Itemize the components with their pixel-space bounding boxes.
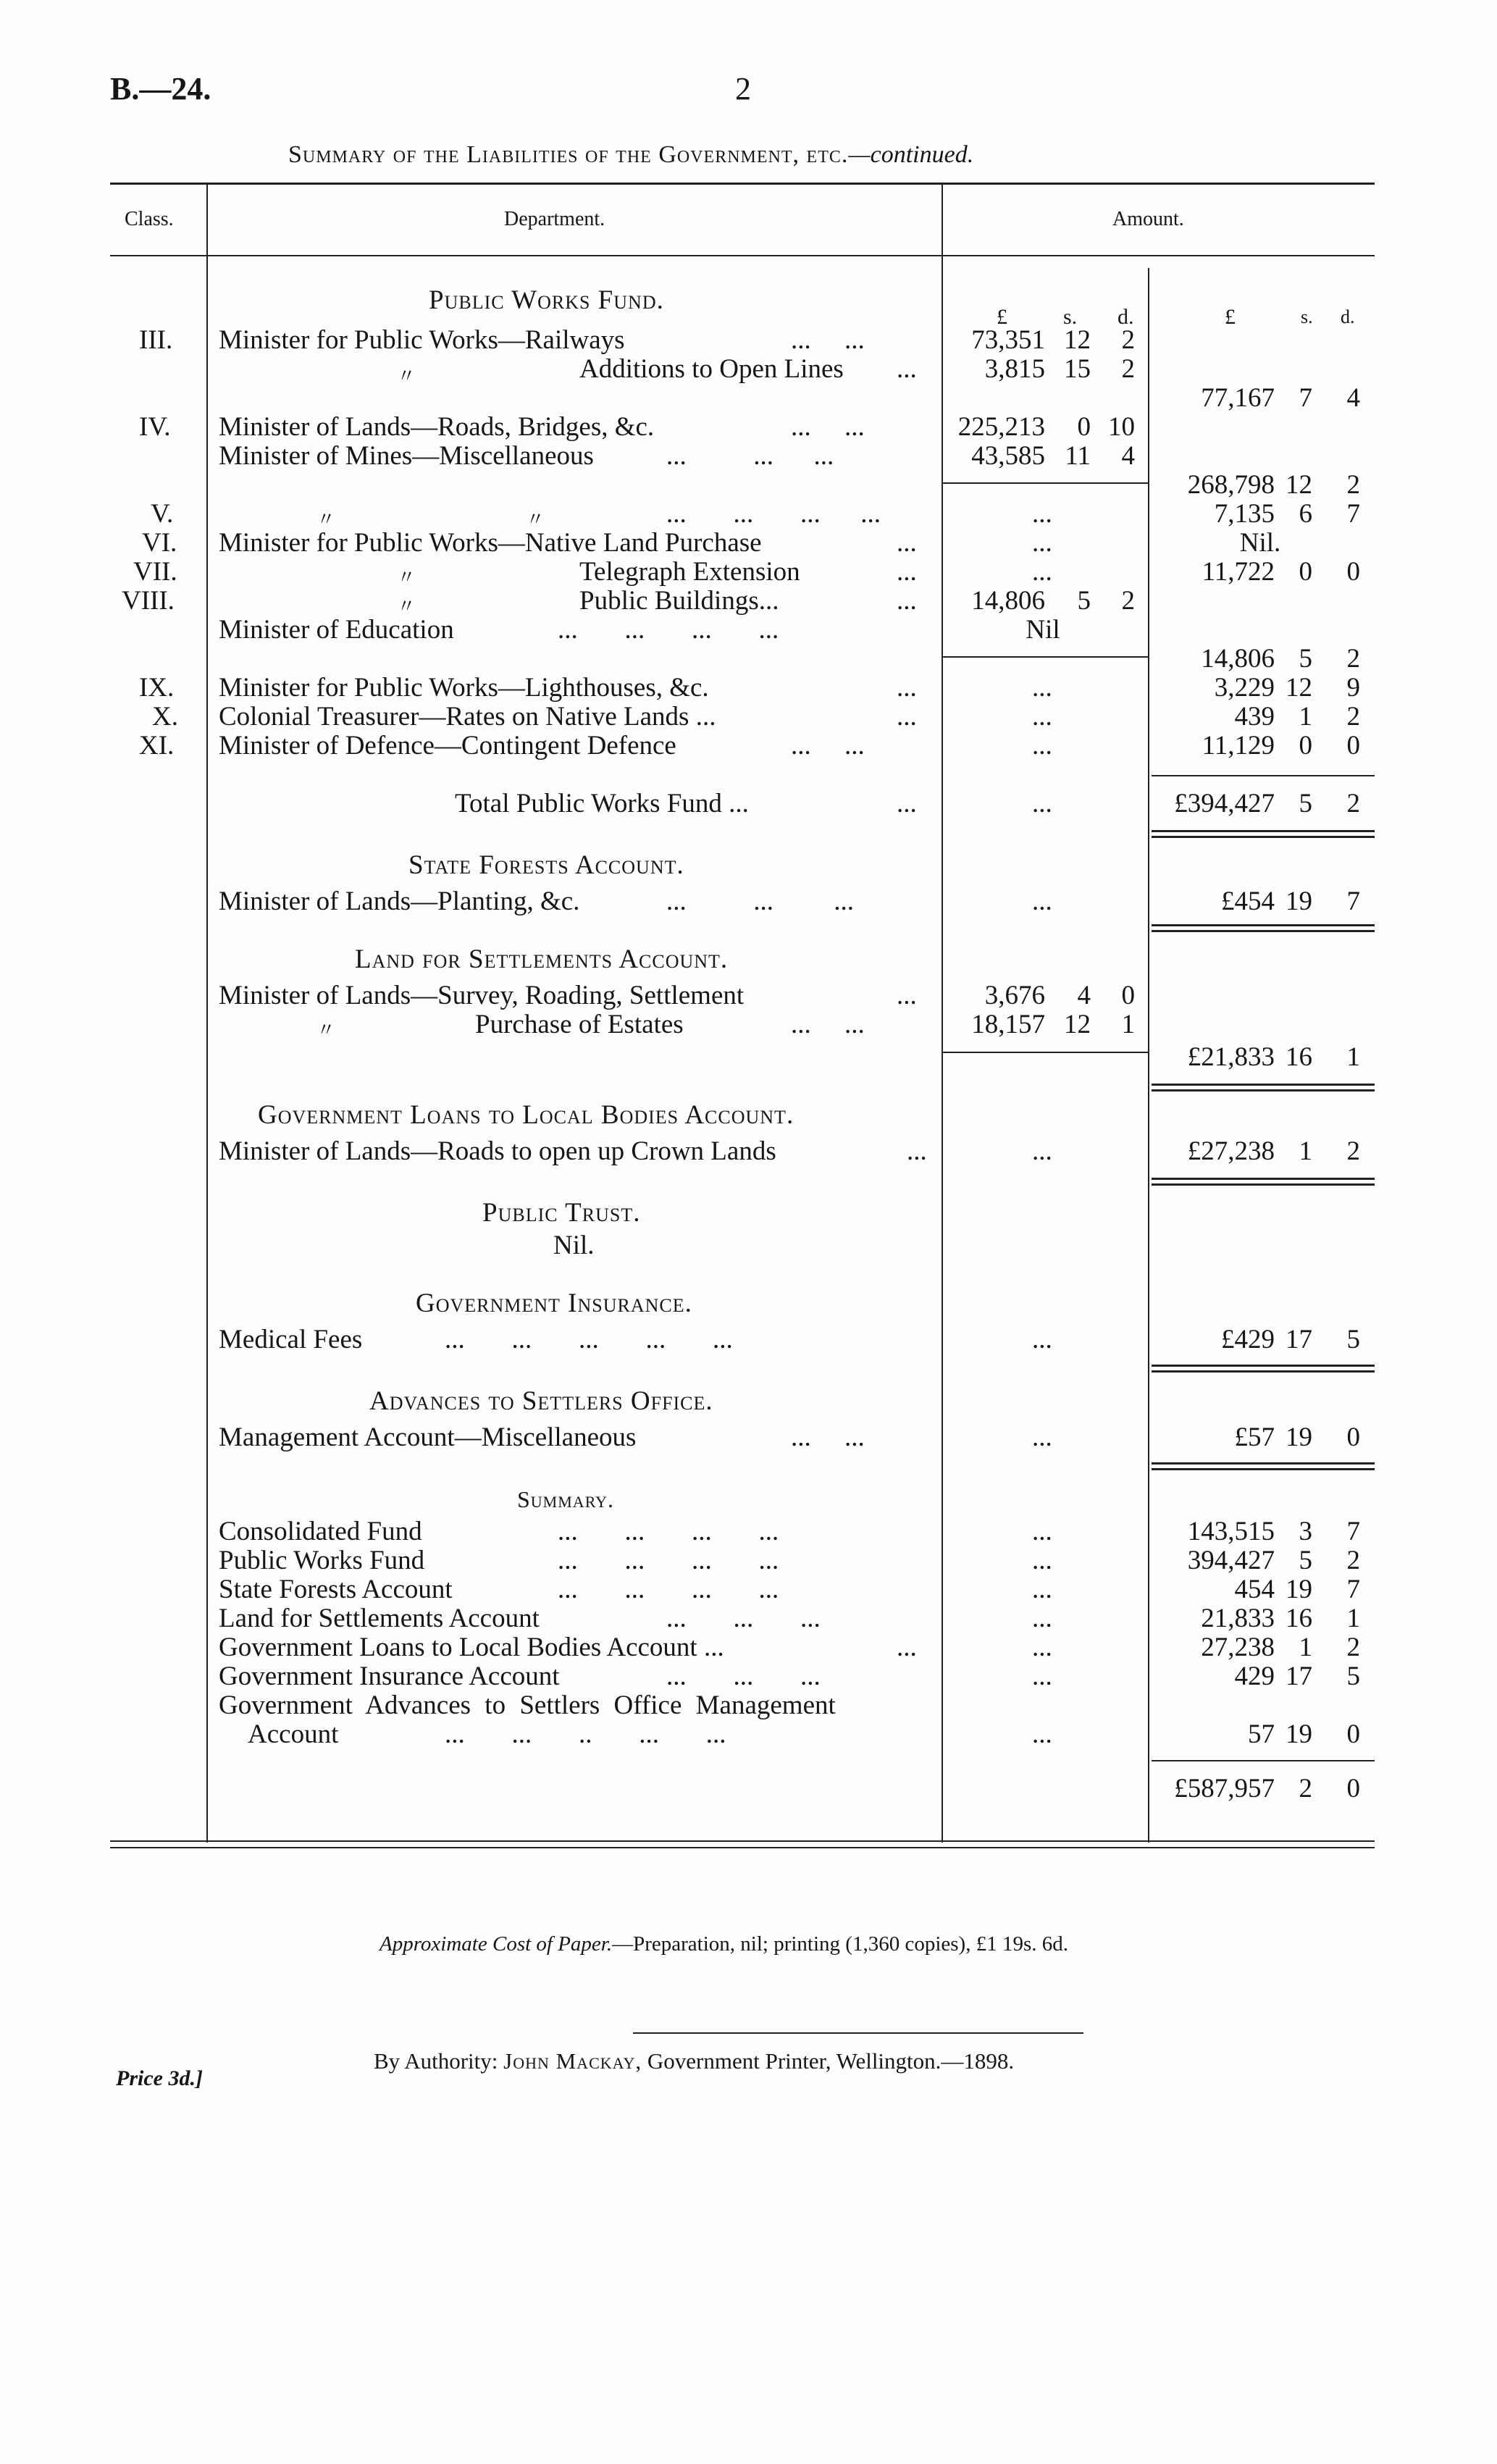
total-shillings: 17 <box>1286 1325 1312 1354</box>
items-pound-header: £ <box>997 305 1007 329</box>
dept-label: Minister for Public Works—Native Land Purchase <box>219 528 762 558</box>
total-pence: 7 <box>1346 887 1360 916</box>
summary-pounds: 454 <box>1234 1575 1275 1604</box>
summary-label: Government Loans to Local Bodies Account ... <box>219 1633 724 1662</box>
double-rule <box>1152 924 1375 926</box>
summary-label: Government Advances to Settlers Office Management <box>219 1690 836 1720</box>
total-pence: 2 <box>1346 1136 1360 1166</box>
leader-dots: ... <box>1032 1136 1052 1166</box>
total-pence: 5 <box>1346 1325 1360 1354</box>
section-heading-state-forests: State Forests Account. <box>408 850 684 880</box>
dept-label: Total Public Works Fund ... <box>455 789 749 818</box>
leader-dots: ... ... ... <box>666 887 854 916</box>
total-shillings: 6 <box>1299 499 1312 529</box>
leader-dots: ... ... .. ... ... <box>445 1719 726 1749</box>
double-rule <box>1152 1468 1375 1470</box>
dept-label: Minister of Lands—Survey, Roading, Settlement <box>219 981 745 1010</box>
dept-label: Purchase of Estates <box>475 1010 684 1039</box>
leader-dots: ... <box>1032 1661 1052 1691</box>
totals-shilling-header: s. <box>1301 306 1313 327</box>
leader-dots: ... ... ... ... <box>558 1546 779 1575</box>
printer-authority <box>374 2048 1014 2074</box>
class-label: V. <box>151 499 174 529</box>
class-label: XI. <box>139 731 175 760</box>
total-pounds: 268,798 <box>1187 470 1275 500</box>
cost-of-paper-note <box>380 1932 1068 1956</box>
double-rule <box>1152 1462 1375 1464</box>
double-rule <box>1152 1084 1375 1086</box>
ditto-mark: 〃 <box>397 567 416 588</box>
double-rule <box>1152 1365 1375 1367</box>
summary-shillings: 5 <box>1299 1546 1312 1575</box>
class-label: X. <box>152 702 178 732</box>
item-pence: 1 <box>1121 1010 1135 1039</box>
summary-shillings: 19 <box>1286 1719 1312 1749</box>
authority-pre: By Authority: <box>374 2048 498 2074</box>
dept-label: Colonial Treasurer—Rates on Native Lands ... <box>219 702 716 732</box>
item-pounds: 14,806 <box>971 586 1045 616</box>
summary-label: Land for Settlements Account <box>219 1604 540 1633</box>
leader-dots: ... ... ... ... <box>666 499 881 529</box>
section-heading-gov-loans: Government Loans to Local Bodies Account. <box>258 1100 794 1130</box>
leader-dots: ... <box>1032 1422 1052 1452</box>
summary-shillings: 17 <box>1286 1661 1312 1691</box>
item-pounds: 73,351 <box>971 325 1045 355</box>
leader-dots: ... ... ... ... <box>558 1517 779 1546</box>
summary-pence: 5 <box>1346 1661 1360 1691</box>
title-main: Summary of the Liabilities of the Government, etc. <box>288 141 849 168</box>
total-shillings: 1 <box>1299 1136 1312 1166</box>
summary-pence: 7 <box>1346 1517 1360 1546</box>
dept-label: Minister for Public Works—Railways <box>219 325 625 355</box>
leader-dots: ... <box>897 354 917 384</box>
item-shillings: 0 <box>1077 412 1091 442</box>
leader-dots: ... ... ... ... <box>558 615 779 645</box>
public-trust-nil: Nil. <box>553 1231 595 1260</box>
total-pounds: 3,229 <box>1214 673 1275 703</box>
col-header-class: Class. <box>125 208 174 230</box>
leader-dots: ... <box>1032 731 1052 760</box>
amount-col-divider-header-gap <box>942 255 943 262</box>
page-number: 2 <box>735 71 751 106</box>
total-pence: 4 <box>1346 383 1360 413</box>
total-pounds: £57 <box>1234 1422 1275 1452</box>
leader-dots: ... ... <box>791 1422 865 1452</box>
class-label: IX. <box>139 673 175 703</box>
ditto-mark: 〃 <box>316 509 336 530</box>
summary-shillings: 1 <box>1299 1633 1312 1662</box>
item-shillings: 12 <box>1064 325 1091 355</box>
col-header-department: Department. <box>504 208 605 230</box>
summary-shillings: 16 <box>1286 1604 1312 1633</box>
leader-dots: ... <box>897 981 917 1010</box>
total-pence: 2 <box>1346 789 1360 818</box>
totals-pence-header: d. <box>1341 306 1355 327</box>
total-shillings: 5 <box>1299 789 1312 818</box>
summary-pounds: 57 <box>1248 1719 1275 1749</box>
leader-dots: ... ... <box>791 1010 865 1039</box>
total-rule <box>1152 1760 1375 1761</box>
leader-dots: ... <box>907 1136 927 1166</box>
leader-dots: ... <box>897 702 917 732</box>
total-shillings: 5 <box>1299 644 1312 674</box>
leader-dots: ... <box>1032 887 1052 916</box>
ditto-mark: 〃 <box>397 366 416 387</box>
leader-dots: ... ... <box>791 412 865 442</box>
item-pounds: 43,585 <box>971 441 1045 471</box>
total-pence: 0 <box>1346 1422 1360 1452</box>
double-rule <box>1152 1370 1375 1373</box>
section-heading-summary: Summary. <box>517 1486 615 1512</box>
items-col-divider <box>1148 268 1149 1843</box>
col-header-amount: Amount. <box>1112 208 1184 230</box>
summary-pence: 1 <box>1346 1604 1360 1633</box>
item-shillings: 15 <box>1064 354 1091 384</box>
leader-dots: ... <box>897 789 917 818</box>
subtotal-rule <box>943 482 1148 484</box>
leader-dots: ... ... ... <box>666 1604 821 1633</box>
summary-pence: 2 <box>1346 1546 1360 1575</box>
dept-label: Public Buildings... <box>579 586 779 616</box>
total-pounds: 7,135 <box>1214 499 1275 529</box>
total-nil: Nil. <box>1239 528 1281 558</box>
total-shillings: 16 <box>1286 1042 1312 1072</box>
total-pounds: 77,167 <box>1201 383 1275 413</box>
dept-label: Telegraph Extension <box>579 557 800 587</box>
leader-dots: ... ... ... <box>666 441 834 471</box>
class-label: VII. <box>133 557 177 587</box>
footer-rule <box>633 2032 1083 2034</box>
leader-dots: ... <box>1032 1546 1052 1575</box>
item-pounds: 3,676 <box>984 981 1045 1010</box>
dept-label: Management Account—Miscellaneous <box>219 1422 637 1452</box>
class-label: III. <box>139 325 173 355</box>
total-pence: 2 <box>1346 702 1360 732</box>
item-nil: Nil <box>1026 615 1060 645</box>
dept-label: Minister for Public Works—Lighthouses, &c. <box>219 673 709 703</box>
item-pence: 4 <box>1121 441 1135 471</box>
total-rule <box>1152 775 1375 776</box>
item-pence: 2 <box>1121 586 1135 616</box>
grand-total-shillings: 2 <box>1299 1774 1312 1803</box>
page-title <box>288 141 973 169</box>
summary-label: Public Works Fund <box>219 1546 425 1575</box>
total-shillings: 12 <box>1286 470 1312 500</box>
dept-label: Minister of Defence—Contingent Defence <box>219 731 676 760</box>
header-bottom-rule <box>110 255 1375 256</box>
leader-dots: ... <box>1032 1633 1052 1662</box>
summary-pounds: 429 <box>1234 1661 1275 1691</box>
total-shillings: 12 <box>1286 673 1312 703</box>
summary-label: State Forests Account <box>219 1575 453 1604</box>
leader-dots: ... <box>1032 789 1052 818</box>
ditto-mark: 〃 <box>397 596 416 617</box>
total-pounds: £394,427 <box>1174 789 1275 818</box>
double-rule <box>1152 930 1375 932</box>
total-shillings: 0 <box>1299 557 1312 587</box>
double-rule <box>1152 836 1375 838</box>
leader-dots: ... <box>1032 1325 1052 1354</box>
double-rule <box>1152 1178 1375 1180</box>
total-pence: 2 <box>1346 644 1360 674</box>
total-pounds: £21,833 <box>1187 1042 1275 1072</box>
dept-label: Minister of Lands—Roads, Bridges, &c. <box>219 412 655 442</box>
table-top-rule <box>110 183 1375 185</box>
grand-total-pence: 0 <box>1346 1774 1360 1803</box>
items-pence-header: d. <box>1117 305 1134 329</box>
subtotal-rule <box>943 656 1148 658</box>
total-shillings: 0 <box>1299 731 1312 760</box>
total-pounds: 11,722 <box>1202 557 1275 587</box>
cost-rest: —Preparation, nil; printing (1,360 copies), £1 19s. 6d. <box>612 1932 1068 1956</box>
printer-name: John Mackay, <box>503 2048 642 2074</box>
class-label: VIII. <box>122 586 175 616</box>
total-shillings: 19 <box>1286 887 1312 916</box>
items-shilling-header: s. <box>1063 305 1078 329</box>
summary-pounds: 143,515 <box>1187 1517 1275 1546</box>
dept-label: Additions to Open Lines <box>579 354 844 384</box>
leader-dots: ... <box>897 528 917 558</box>
ditto-mark: 〃 <box>316 1020 336 1041</box>
price-label: Price 3d.] <box>116 2066 203 2090</box>
summary-label: Government Insurance Account <box>219 1661 560 1691</box>
item-shillings: 11 <box>1065 441 1091 471</box>
leader-dots: ... ... ... <box>666 1661 821 1691</box>
dept-label: Minister of Lands—Roads to open up Crown Lands <box>219 1136 776 1166</box>
total-pounds: £27,238 <box>1187 1136 1275 1166</box>
item-pence: 2 <box>1121 354 1135 384</box>
leader-dots: ... <box>1032 673 1052 703</box>
summary-shillings: 19 <box>1286 1575 1312 1604</box>
grand-total-pounds: £587,957 <box>1174 1774 1275 1803</box>
dept-label: Medical Fees <box>219 1325 363 1354</box>
item-pence: 10 <box>1108 412 1135 442</box>
summary-pence: 7 <box>1346 1575 1360 1604</box>
total-shillings: 1 <box>1299 702 1312 732</box>
leader-dots: ... <box>1032 702 1052 732</box>
leader-dots: ... <box>1032 528 1052 558</box>
total-pence: 0 <box>1346 731 1360 760</box>
item-pence: 0 <box>1121 981 1135 1010</box>
total-shillings: 19 <box>1286 1422 1312 1452</box>
section-heading-public-trust: Public Trust. <box>482 1198 641 1228</box>
doc-ref: B.—24. <box>110 71 211 106</box>
leader-dots: ... <box>1032 1575 1052 1604</box>
leader-dots: ... <box>1032 499 1052 529</box>
leader-dots: ... <box>1032 1604 1052 1633</box>
total-pounds: £454 <box>1221 887 1275 916</box>
total-pence: 0 <box>1346 557 1360 587</box>
leader-dots: ... <box>1032 1517 1052 1546</box>
item-pence: 2 <box>1121 325 1135 355</box>
authority-post: Government Printer, Wellington.—1898. <box>647 2048 1015 2074</box>
leader-dots: ... <box>897 673 917 703</box>
total-pence: 9 <box>1346 673 1360 703</box>
leader-dots: ... ... <box>791 325 865 355</box>
summary-pounds: 27,238 <box>1201 1633 1275 1662</box>
dept-label: Minister of Mines—Miscellaneous <box>219 441 594 471</box>
total-shillings: 7 <box>1299 383 1312 413</box>
leader-dots: ... <box>897 1633 917 1662</box>
leader-dots: ... ... ... ... <box>558 1575 779 1604</box>
class-label: IV. <box>139 412 171 442</box>
section-heading-advances: Advances to Settlers Office. <box>369 1386 713 1416</box>
total-pence: 2 <box>1346 470 1360 500</box>
section-heading-gov-insurance: Government Insurance. <box>416 1288 692 1318</box>
summary-pounds: 394,427 <box>1187 1546 1275 1575</box>
summary-label-continued: Account <box>248 1719 339 1749</box>
total-pounds: 14,806 <box>1201 644 1275 674</box>
table-bottom-rule-2 <box>110 1847 1375 1848</box>
total-pence: 1 <box>1346 1042 1360 1072</box>
item-shillings: 5 <box>1077 586 1091 616</box>
total-pounds: 11,129 <box>1202 731 1275 760</box>
leader-dots: ... <box>897 586 917 616</box>
class-label: VI. <box>142 528 177 558</box>
subtotal-rule <box>943 1052 1148 1053</box>
summary-shillings: 3 <box>1299 1517 1312 1546</box>
dept-label: Minister of Lands—Planting, &c. <box>219 887 580 916</box>
item-pounds: 3,815 <box>984 354 1045 384</box>
ditto-mark: 〃 <box>526 509 545 530</box>
total-pence: 7 <box>1346 499 1360 529</box>
totals-pound-header: £ <box>1225 305 1236 329</box>
double-rule <box>1152 830 1375 832</box>
double-rule <box>1152 1183 1375 1186</box>
section-heading-public-works: Public Works Fund. <box>429 285 664 315</box>
item-shillings: 4 <box>1077 981 1091 1010</box>
leader-dots: ... <box>897 557 917 587</box>
summary-pence: 2 <box>1346 1633 1360 1662</box>
item-shillings: 12 <box>1064 1010 1091 1039</box>
cost-italic: Approximate Cost of Paper. <box>380 1932 613 1956</box>
item-pounds: 18,157 <box>971 1010 1045 1039</box>
title-continued: —continued. <box>848 141 974 168</box>
summary-pounds: 21,833 <box>1201 1604 1275 1633</box>
leader-dots: ... ... <box>791 731 865 760</box>
leader-dots: ... ... ... ... ... <box>445 1325 733 1354</box>
class-col-divider <box>206 184 208 1843</box>
total-pounds: 439 <box>1234 702 1275 732</box>
leader-dots: ... <box>1032 1719 1052 1749</box>
summary-pence: 0 <box>1346 1719 1360 1749</box>
section-heading-land-settlements: Land for Settlements Account. <box>355 944 729 974</box>
table-bottom-rule <box>110 1840 1375 1842</box>
item-pounds: 225,213 <box>957 412 1045 442</box>
leader-dots: ... <box>1032 557 1052 587</box>
total-pounds: £429 <box>1221 1325 1275 1354</box>
double-rule <box>1152 1089 1375 1091</box>
dept-label: Minister of Education <box>219 615 454 645</box>
summary-label: Consolidated Fund <box>219 1517 422 1546</box>
